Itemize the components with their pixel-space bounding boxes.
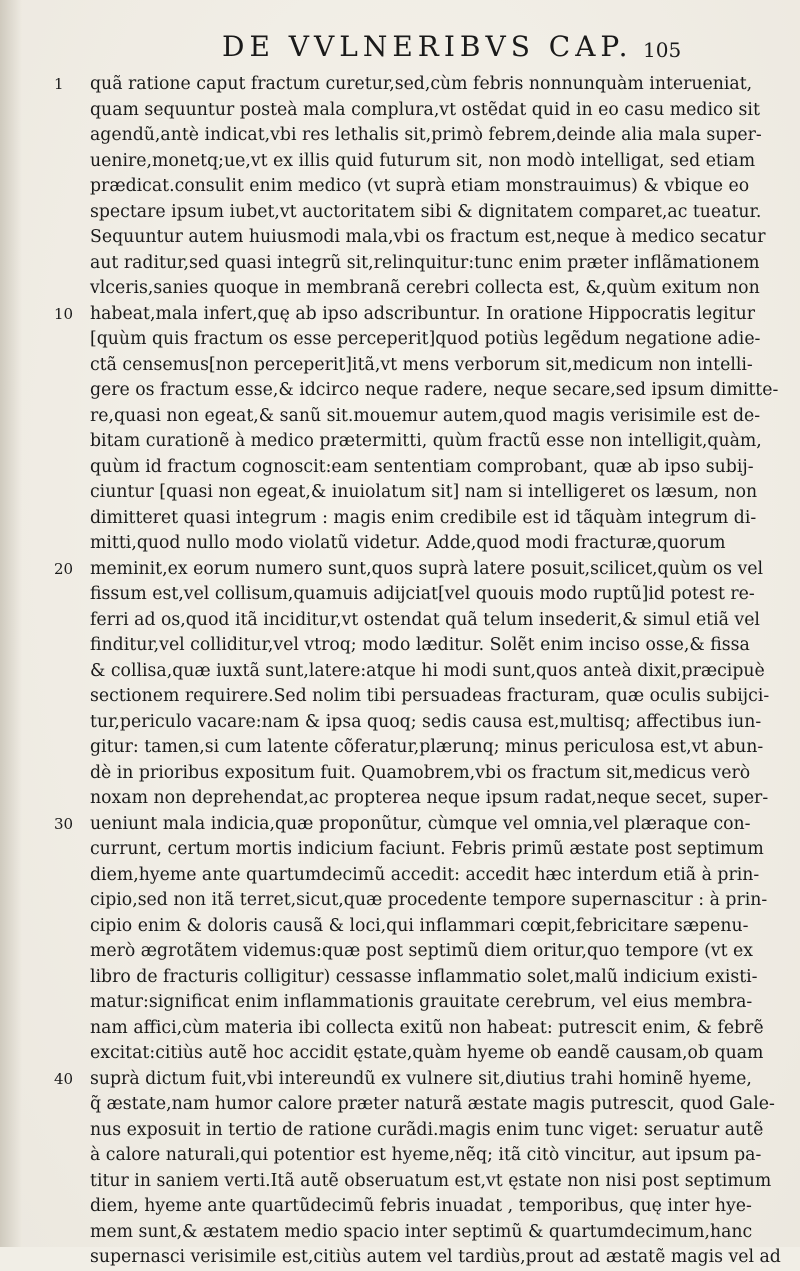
- line-text: diem, hyeme ante quartũdecimũ febris inuadat , temporibus, quę inter hye-: [90, 1196, 752, 1216]
- text-line: [0, 200, 800, 226]
- line-text: noxam non deprehendat,ac propterea neque ipsum radat,neque secet, super-: [90, 788, 769, 808]
- text-line: [0, 837, 800, 863]
- line-text: tur,periculo vacare:nam & ipsa quoq; sedis causa est,multisq; affectibus iun-: [90, 711, 762, 732]
- line-text: ciuntur [quasi non egeat,& inuiolatum sit] nam si intelligeret os læsum, non: [90, 482, 758, 502]
- line-text: q̃ æstate,nam humor calore præter naturã æstate magis putrescit, quod Gale-: [90, 1094, 775, 1114]
- text-line: [0, 251, 800, 277]
- text-line: [0, 480, 800, 506]
- text-line: [0, 72, 800, 98]
- line-text: vlceris,sanies quoque in membranã cerebri collecta est, &,quùm exitum non: [90, 278, 760, 298]
- line-text: cipio,sed non itã terret,sicut,quæ procedente tempore supernascitur : à prin-: [90, 890, 768, 910]
- line-text: quã ratione caput fractum curetur,sed,cùm febris nonnunquàm interueniat,: [90, 74, 753, 94]
- text-line: [0, 404, 800, 430]
- line-text: ueniunt mala indicia,quæ proponũtur, cùmque vel omnia,vel plæraque con-: [90, 813, 751, 834]
- line-text: titur in saniem verti.Itã autẽ obseruatum est,vt ęstate non nisi post septimum: [90, 1170, 772, 1191]
- text-line: [0, 1041, 800, 1067]
- line-text: bitam curationẽ à medico prætermitti, quùm fractũ esse non intelligit,quàm,: [90, 431, 762, 451]
- line-text: supernasci verisimile est,citiùs autem vel tardiùs,prout ad æstatẽ magis vel ad: [90, 1247, 781, 1267]
- text-line: [0, 863, 800, 889]
- line-text: & collisa,quæ iuxtã sunt,latere:atque hi modi sunt,quos anteà dixit,præcipuè: [90, 660, 765, 681]
- line-text: currunt, certum mortis indicium faciunt. Febris primũ æstate post septimum: [90, 839, 764, 859]
- line-text: merò ægrotãtem videmus:quæ post septimũ diem oritur,quo tempore (vt ex: [90, 941, 753, 961]
- line-number: 40: [54, 1069, 74, 1088]
- line-text: mitti,quod nullo modo violatũ videtur. Adde,quod modi fracturæ,quorum: [90, 533, 726, 553]
- text-line: [0, 327, 800, 353]
- text-line: [0, 786, 800, 812]
- line-text: à calore naturali,qui potentior est hyeme,nẽq; itã citò vincitur, aut ipsum pa-: [90, 1145, 762, 1165]
- line-text: suprà dictum fuit,vbi intereundũ ex vulnere sit,diutius trahi hominẽ hyeme,: [90, 1068, 752, 1089]
- line-text: dè in prioribus expositum fuit. Quamobrem,vbi os fractum sit,medicus verò: [90, 762, 751, 783]
- line-text: mem sunt,& æstatem medio spacio inter septimũ & quartumdecimum,hanc: [90, 1221, 753, 1242]
- text-line: [0, 684, 800, 710]
- line-text: spectare ipsum iubet,vt auctoritatem sibi & dignitatem comparet,ac tueatur.: [90, 201, 762, 222]
- line-text: dimitteret quasi integrum : magis enim credibile est id tãquàm integrum di-: [90, 507, 757, 528]
- text-line: [0, 455, 800, 481]
- text-line: [0, 531, 800, 557]
- line-text: matur:significat enim inflammationis grauitate cerebrum, vel eius membra-: [90, 992, 753, 1012]
- text-line: [0, 149, 800, 175]
- text-line: [0, 1092, 800, 1118]
- text-line: [0, 98, 800, 124]
- line-text: nam affici,cùm materia ibi collecta exitũ non habeat: putrescit enim, & febrẽ: [90, 1017, 764, 1038]
- line-text: libro de fracturis colligitur) cessasse inflammatio solet,malũ indicium existi-: [90, 966, 758, 987]
- text-line: [0, 1169, 800, 1195]
- text-line: [0, 429, 800, 455]
- text-line: [0, 761, 800, 787]
- text-line: [0, 276, 800, 302]
- line-text: habeat,mala infert,quę ab ipso adscribuntur. In oratione Hippocratis legitur: [90, 303, 756, 324]
- text-line: [0, 378, 800, 404]
- line-text: nus exposuit in tertio de ratione curãdi.magis enim tunc viget: seruatur autẽ: [90, 1119, 764, 1140]
- running-title: DE VVLNERIBVS CAP.: [222, 30, 633, 63]
- line-text: cipio enim & doloris causã & loci,qui inflammari cœpit,febricitare sæpenu-: [90, 915, 749, 936]
- body-text: [0, 72, 800, 1271]
- text-line: [0, 812, 800, 838]
- text-line: [0, 888, 800, 914]
- line-text: [quùm quis fractum os esse perceperit]quod potiùs legẽdum negatione adie-: [90, 329, 761, 349]
- line-text: fissum est,vel collisum,quamuis adijciat[vel quouis modo ruptũ]id potest re-: [90, 584, 755, 604]
- text-line: [0, 1245, 800, 1271]
- text-line: [0, 1118, 800, 1144]
- line-number: 20: [54, 559, 74, 578]
- running-header: [0, 30, 800, 66]
- text-line: [0, 557, 800, 583]
- text-line: [0, 123, 800, 149]
- line-text: aut raditur,sed quasi integrũ sit,relinquitur:tunc enim præter inflãmationem: [90, 252, 760, 273]
- text-line: [0, 990, 800, 1016]
- text-line: [0, 710, 800, 736]
- line-text: ferri ad os,quod itã inciditur,vt ostendat quã telum insederit,& simul etiã vel: [90, 609, 760, 630]
- text-line: [0, 225, 800, 251]
- line-number: 30: [54, 814, 74, 833]
- line-text: agendũ,antè indicat,vbi res lethalis sit,primò febrem,deinde alia mala super-: [90, 125, 762, 145]
- text-line: [0, 939, 800, 965]
- line-text: gitur: tamen,si cum latente cõferatur,plærunq; minus periculosa est,vt abun-: [90, 737, 764, 757]
- text-line: [0, 174, 800, 200]
- text-line: [0, 735, 800, 761]
- line-text: diem,hyeme ante quartumdecimũ accedit: accedit hæc interdum etiã à prin-: [90, 864, 760, 885]
- text-line: [0, 633, 800, 659]
- text-line: [0, 506, 800, 532]
- line-text: Sequuntur autem huiusmodi mala,vbi os fractum est,neque à medico secatur: [90, 227, 766, 247]
- page-number: 105: [643, 38, 682, 62]
- line-text: re,quasi non egeat,& sanũ sit.mouemur autem,quod magis verisimile est de-: [90, 405, 761, 426]
- text-line: [0, 965, 800, 991]
- line-text: meminit,ex eorum numero sunt,quos suprà latere posuit,scilicet,quùm os vel: [90, 558, 764, 579]
- line-text: prædicat.consulit enim medico (vt suprà etiam monstrauimus) & vbique eo: [90, 176, 750, 196]
- text-line: [0, 1067, 800, 1093]
- line-text: quam sequuntur posteà mala complura,vt ostẽdat quid in eo casu medico sit: [90, 99, 760, 120]
- line-text: excitat:citiùs autẽ hoc accidit ęstate,quàm hyeme ob eandẽ causam,ob quam: [90, 1043, 764, 1063]
- line-text: sectionem requirere.Sed nolim tibi persuadeas fracturam, quæ oculis subijci-: [90, 686, 770, 706]
- text-line: [0, 659, 800, 685]
- text-line: [0, 1220, 800, 1246]
- line-text: uenire,monetq;ue,vt ex illis quid futurum sit, non modò intelligat, sed etiam: [90, 150, 756, 171]
- text-line: [0, 1143, 800, 1169]
- line-number: 1: [54, 75, 64, 93]
- text-line: [0, 353, 800, 379]
- line-text: ctã censemus[non perceperit]itã,vt mens verborum sit,medicum non intelli-: [90, 354, 753, 375]
- text-line: [0, 582, 800, 608]
- line-number: 10: [54, 304, 74, 323]
- text-line: [0, 302, 800, 328]
- text-line: [0, 608, 800, 634]
- line-text: finditur,vel colliditur,vel vtroq; modo læditur. Solẽt enim inciso osse,& fissa: [90, 635, 750, 655]
- line-text: quùm id fractum cognoscit:eam sententiam comprobant, quæ ab ipso subij-: [90, 456, 754, 477]
- text-line: [0, 914, 800, 940]
- text-line: [0, 1194, 800, 1220]
- line-text: gere os fractum esse,& idcirco neque radere, neque secare,sed ipsum dimitte-: [90, 380, 779, 400]
- text-line: [0, 1016, 800, 1042]
